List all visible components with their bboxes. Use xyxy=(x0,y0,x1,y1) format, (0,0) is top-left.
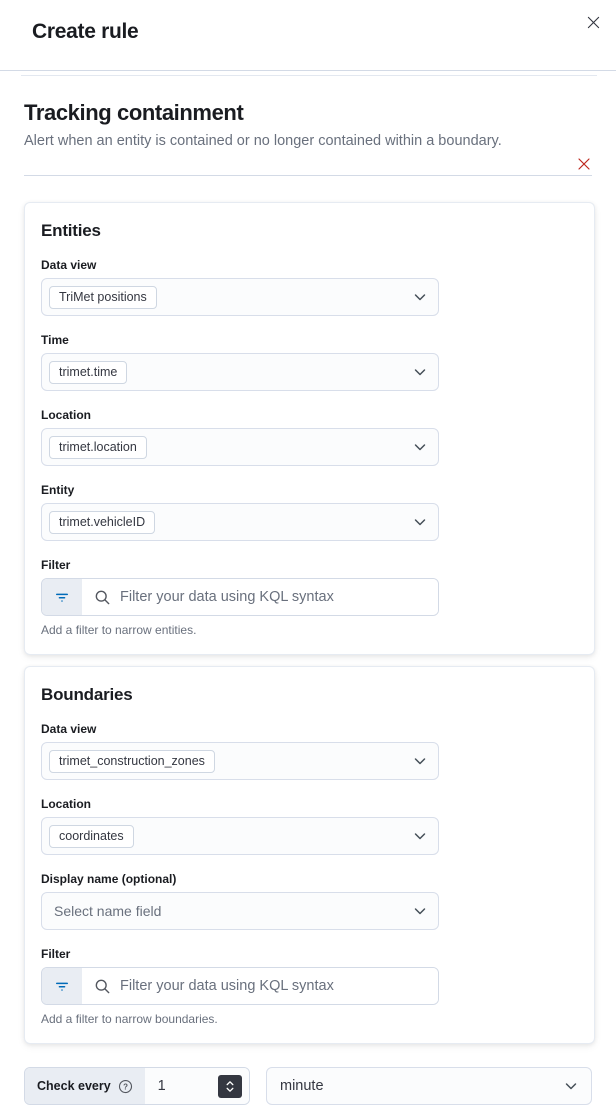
flyout-header xyxy=(0,0,616,71)
entities-entity-row xyxy=(41,483,578,541)
boundaries-filter-help-text: Add a filter to narrow boundaries. xyxy=(41,1012,218,1026)
check-interval-group xyxy=(24,1067,250,1105)
remove-rule-type-button[interactable] xyxy=(572,152,596,176)
boundaries-data-view-label: Data view xyxy=(41,722,97,736)
entities-location-label: Location xyxy=(41,408,91,422)
boundaries-display-name-select[interactable] xyxy=(41,892,439,930)
boundaries-filter-input[interactable] xyxy=(120,978,430,994)
entities-filter-label: Filter xyxy=(41,558,71,572)
entities-location-selected-pill[interactable]: trimet.location xyxy=(49,436,147,459)
entities-time-selected-pill[interactable]: trimet.time xyxy=(49,361,127,384)
boundaries-filter-row xyxy=(41,947,578,1026)
kql-syntax-button[interactable] xyxy=(42,579,82,615)
rule-type-description: Alert when an entity is contained or no longer contained within a boundary. xyxy=(24,133,502,149)
boundaries-data-view-selected-pill[interactable]: trimet_construction_zones xyxy=(49,750,215,773)
boundaries-display-name-placeholder: Select name field xyxy=(54,903,162,919)
svg-text:?: ? xyxy=(122,1081,128,1091)
filter-icon xyxy=(54,978,70,994)
entities-data-view-row xyxy=(41,258,578,316)
entities-data-view-label: Data view xyxy=(41,258,97,272)
entities-filter-help-text: Add a filter to narrow entities. xyxy=(41,623,197,637)
entities-entity-label: Entity xyxy=(41,483,75,497)
chevron-down-icon[interactable] xyxy=(412,828,428,844)
entities-title: Entities xyxy=(41,221,101,240)
close-icon xyxy=(587,16,600,29)
red-cross-icon xyxy=(578,158,590,170)
filter-icon xyxy=(54,589,70,605)
number-stepper[interactable] xyxy=(218,1075,242,1098)
chevron-down-icon[interactable] xyxy=(412,439,428,455)
rule-type-section xyxy=(0,76,616,149)
chevron-down-icon[interactable] xyxy=(412,364,428,380)
entities-time-row xyxy=(41,333,578,391)
entities-filter-input[interactable] xyxy=(120,589,430,605)
schedule-row xyxy=(24,1067,592,1105)
entities-location-combobox[interactable] xyxy=(41,428,439,466)
check-every-label: Check every xyxy=(37,1079,111,1093)
boundaries-filter-search xyxy=(82,968,438,1004)
search-icon xyxy=(94,978,111,995)
boundaries-display-name-label: Display name (optional) xyxy=(41,872,177,886)
page-title: Create rule xyxy=(32,20,139,43)
entities-data-view-combobox[interactable] xyxy=(41,278,439,316)
entities-filter-row xyxy=(41,558,578,637)
entities-time-label: Time xyxy=(41,333,69,347)
boundaries-location-label: Location xyxy=(41,797,91,811)
close-flyout-button[interactable] xyxy=(581,10,605,34)
search-icon xyxy=(94,589,111,606)
entities-entity-combobox[interactable] xyxy=(41,503,439,541)
boundaries-data-view-row xyxy=(41,722,578,780)
chevron-down-icon[interactable] xyxy=(412,289,428,305)
boundaries-panel xyxy=(24,666,595,1044)
chevron-down-icon[interactable] xyxy=(412,753,428,769)
kql-syntax-button[interactable] xyxy=(42,968,82,1004)
interval-unit-select[interactable] xyxy=(266,1067,592,1105)
chevron-down-icon[interactable] xyxy=(412,903,428,919)
boundaries-title: Boundaries xyxy=(41,685,133,704)
question-in-circle-icon[interactable] xyxy=(118,1079,133,1094)
boundaries-filter-label: Filter xyxy=(41,947,71,961)
interval-value-wrap xyxy=(145,1068,249,1104)
entities-filter-search xyxy=(82,579,438,615)
boundaries-location-selected-pill[interactable]: coordinates xyxy=(49,825,134,848)
boundaries-location-combobox[interactable] xyxy=(41,817,439,855)
rule-type-title: Tracking containment xyxy=(24,100,244,125)
boundaries-location-row xyxy=(41,797,578,855)
boundaries-display-name-row xyxy=(41,872,578,930)
entities-location-row xyxy=(41,408,578,466)
entities-time-combobox[interactable] xyxy=(41,353,439,391)
boundaries-filter-input-group xyxy=(41,967,439,1005)
rule-type-divider xyxy=(24,175,592,176)
interval-unit-value: minute xyxy=(280,1078,324,1094)
chevron-down-icon[interactable] xyxy=(563,1078,579,1094)
entities-data-view-selected-pill[interactable]: TriMet positions xyxy=(49,286,157,309)
entities-entity-selected-pill[interactable]: trimet.vehicleID xyxy=(49,511,155,534)
boundaries-data-view-combobox[interactable] xyxy=(41,742,439,780)
chevron-down-icon[interactable] xyxy=(412,514,428,530)
entities-filter-input-group xyxy=(41,578,439,616)
check-every-prepend xyxy=(25,1068,145,1104)
entities-panel xyxy=(24,202,595,655)
